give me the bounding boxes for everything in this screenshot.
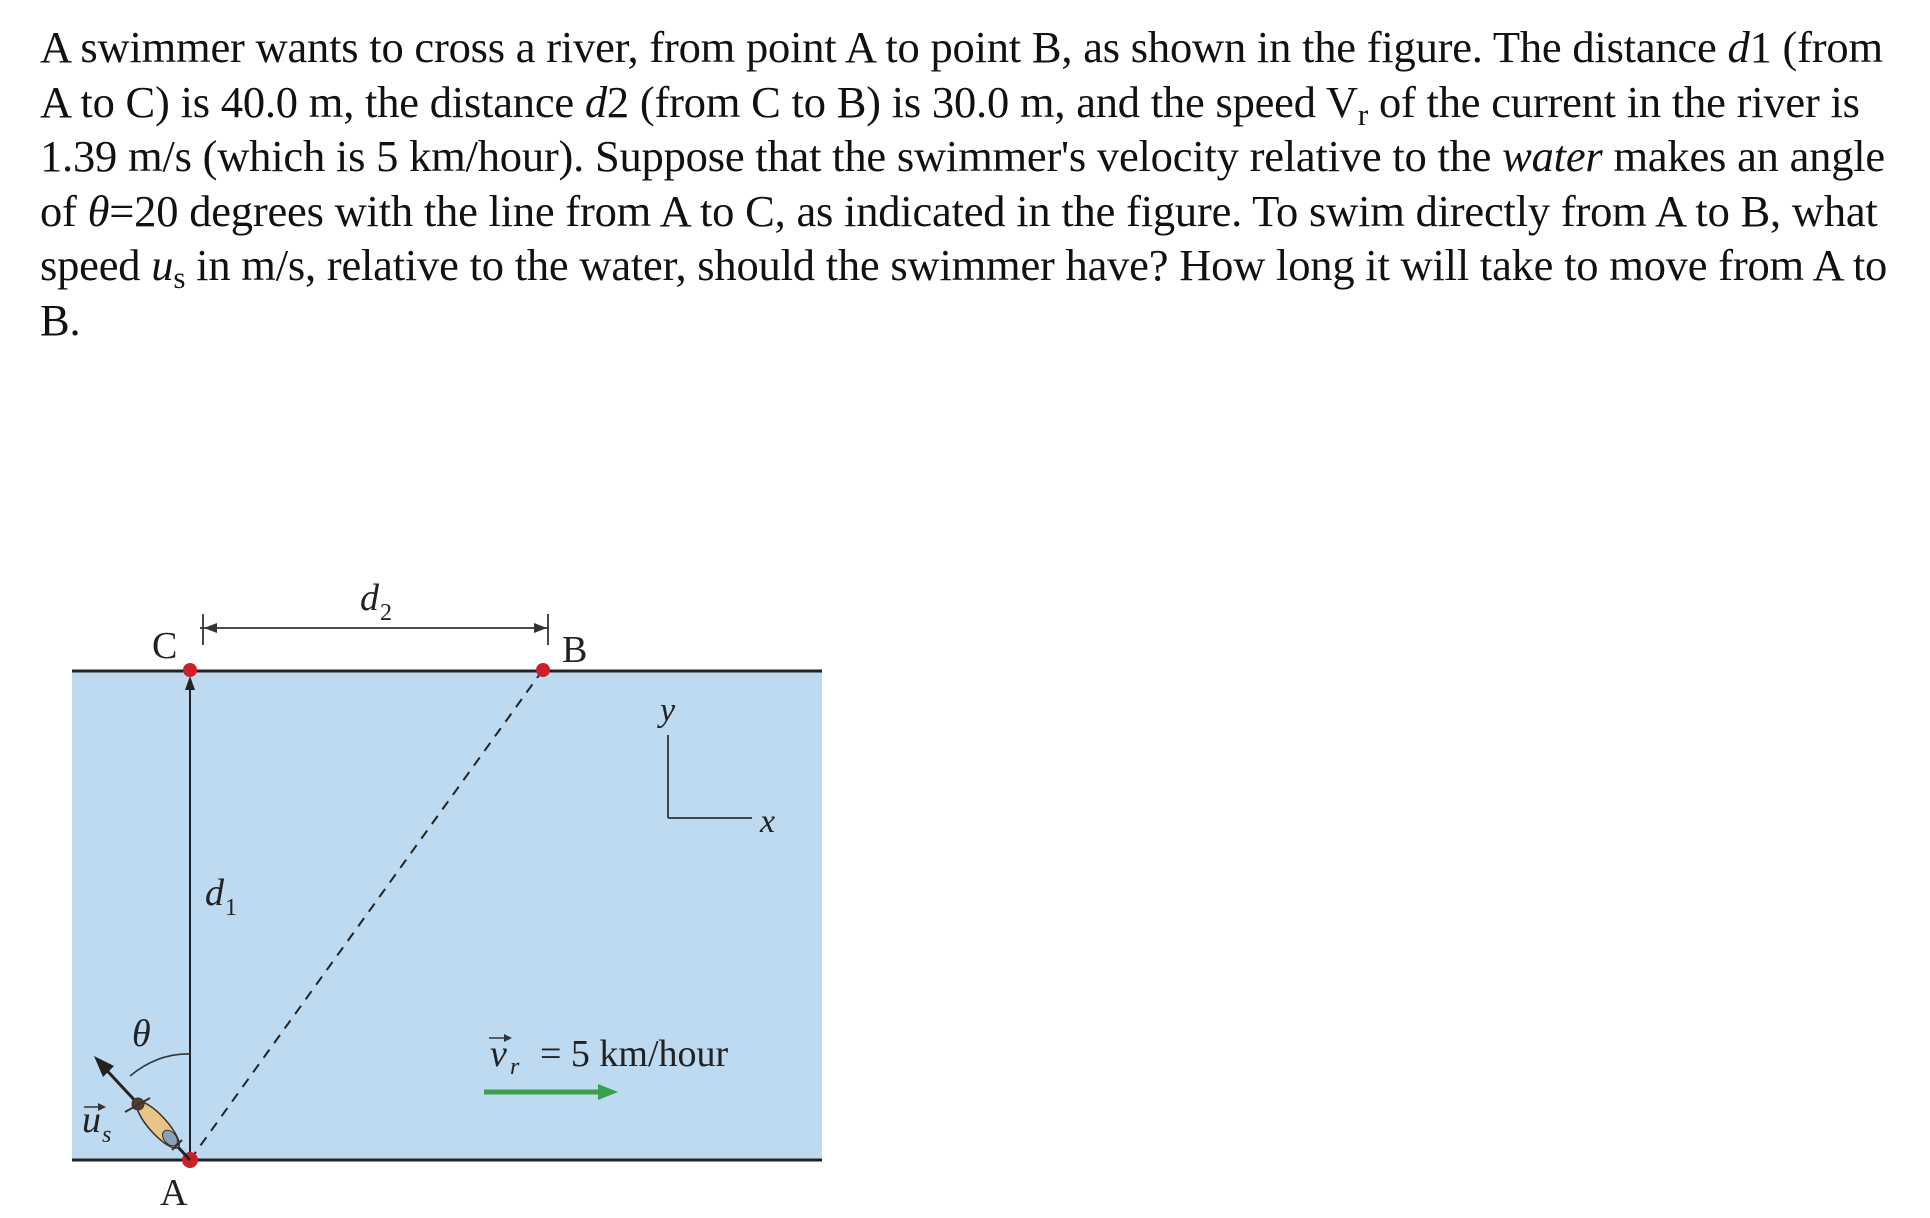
label-d1: d: [205, 872, 224, 914]
problem-text-4: of the current in the river is 1.39 m/s (which is 5 km/hour). Suppose that the swimmer's velocity relative to the: [40, 76, 1860, 181]
var-d1-number: 1: [1749, 22, 1772, 72]
label-y: y: [660, 692, 676, 729]
var-d2-number: 2: [606, 76, 629, 127]
point-b: [536, 663, 550, 677]
label-us-sub: s: [102, 1122, 112, 1148]
label-vr-value: = 5 km/hour: [540, 1033, 729, 1075]
d2-arrowhead-right: [534, 623, 547, 633]
var-us-subscript: s: [173, 259, 186, 295]
problem-text-7: in m/s, relative to the water, should the swimmer have? How long it will take to move from A to B.: [40, 240, 1888, 345]
label-x: x: [760, 803, 776, 840]
label-b: B: [562, 629, 588, 671]
label-vr: v: [490, 1033, 507, 1075]
problem-text-5: makes an angle of: [40, 131, 1885, 236]
var-d1-letter: d: [1727, 22, 1750, 72]
label-d2: d: [360, 577, 379, 619]
label-us: u: [82, 1099, 101, 1141]
label-vr-sub: r: [510, 1054, 520, 1080]
d2-arrowhead-left: [204, 623, 217, 633]
point-c: [183, 663, 197, 677]
problem-text-6: =20 degrees with the line from A to C, as indicated in the figure. To swim directly from A to B, what speed: [40, 185, 1878, 290]
var-vr-subscript: r: [1357, 96, 1369, 132]
label-theta: θ: [132, 1013, 151, 1055]
problem-text-1: A swimmer wants to cross a river, from point A to point B, as shown in the figure. The distance: [40, 22, 1728, 72]
var-d2-letter: d: [584, 76, 607, 127]
label-a: A: [160, 1172, 188, 1214]
label-d2-sub: 2: [380, 600, 392, 626]
river-water: [72, 670, 822, 1160]
emphasis-water: water: [1502, 131, 1603, 181]
label-c: C: [152, 625, 178, 667]
problem-text-2: (from A to C) is 40.0 m, the distance: [40, 22, 1883, 127]
problem-text-3: (from C to B) is 30.0 m, and the speed V: [628, 76, 1358, 127]
label-d1-sub: 1: [225, 895, 237, 921]
var-theta: θ: [87, 185, 110, 236]
var-us-letter: u: [151, 240, 174, 290]
